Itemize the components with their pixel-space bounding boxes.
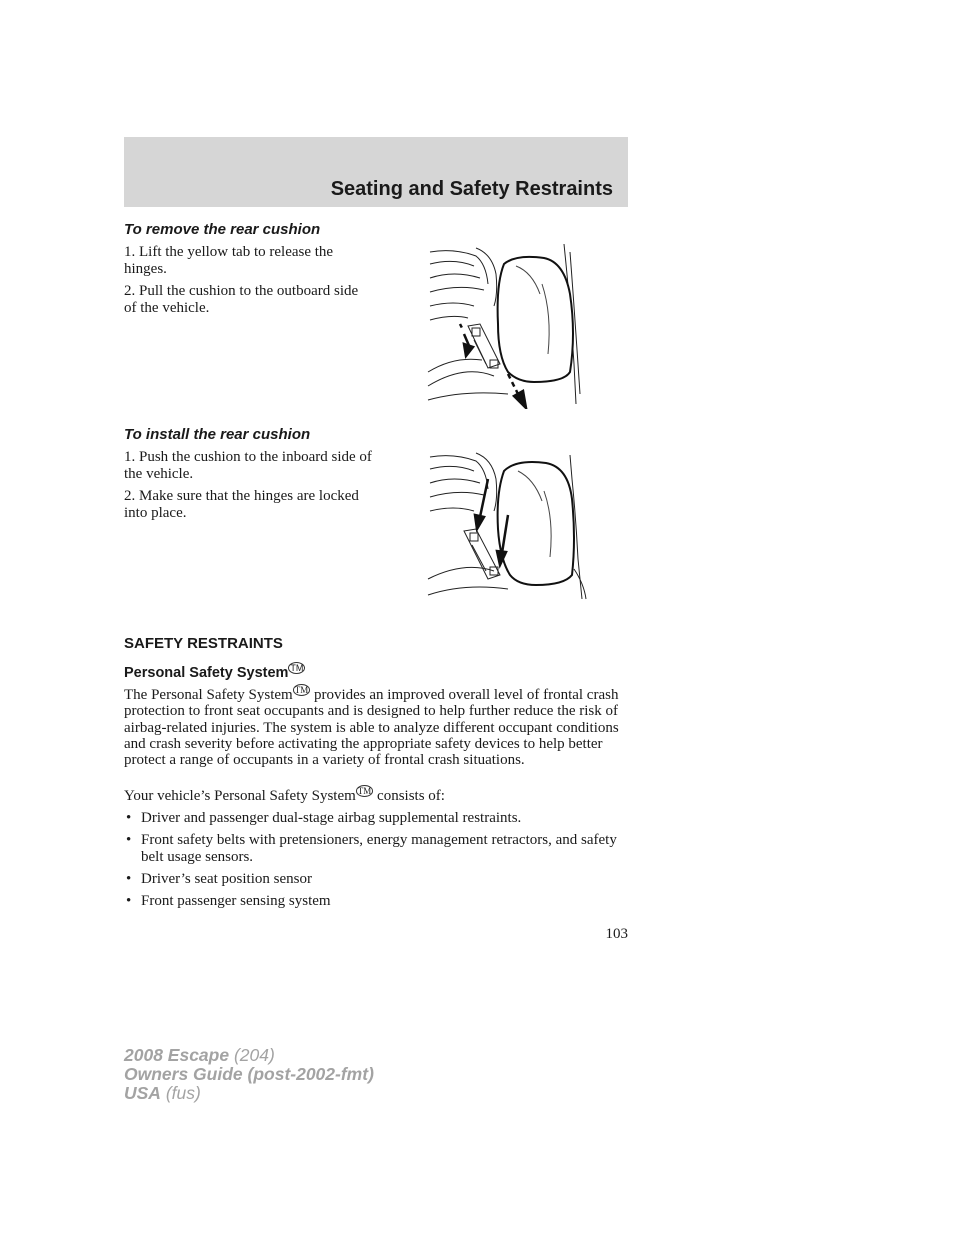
header-band [124, 137, 628, 207]
remove-step-1: 1. Lift the yellow tab to release the hinges. [124, 244, 334, 277]
personal-safety-system-heading [124, 664, 305, 681]
trademark-mark: TM [357, 786, 372, 796]
footer-guide: Owners Guide (post-2002-fmt) [124, 1064, 374, 1084]
bullet-icon: • [126, 810, 132, 826]
install-step-1: 1. Push the cushion to the inboard side of the vehicle. [124, 449, 372, 482]
chapter-title: Seating and Safety Restraints [330, 178, 613, 200]
install-cushion-illustration [424, 449, 588, 607]
footer-line-1 [124, 1046, 374, 1065]
install-cushion-heading: To install the rear cushion [124, 426, 311, 443]
personal-safety-system-label: Personal Safety System [124, 664, 289, 681]
footer-model-code: (204) [229, 1045, 275, 1065]
bullet-icon: • [126, 893, 132, 910]
install-step-2: 2. Make sure that the hinges are locked into place. [124, 488, 359, 521]
remove-step-2: 2. Pull the cushion to the outboard side of the vehicle. [124, 283, 359, 316]
footer-market: USA [124, 1083, 161, 1103]
remove-cushion-heading: To remove the rear cushion [124, 221, 321, 238]
trademark-mark: TM [294, 685, 309, 695]
list-item-text: Driver’s seat position sensor [141, 870, 312, 887]
footer-model: 2008 Escape [124, 1045, 230, 1065]
document-footer [124, 1046, 374, 1103]
list-item-text: Driver and passenger dual-stage airbag supplemental restraints. [141, 810, 522, 826]
bullet-icon: • [126, 832, 132, 849]
pss-consists-lead: Your vehicle’s Personal Safety System [124, 788, 356, 804]
footer-line-3 [124, 1084, 374, 1103]
remove-cushion-illustration [424, 244, 588, 409]
page-number: 103 [605, 926, 628, 942]
list-item [124, 832, 630, 865]
pss-consists-paragraph [124, 787, 630, 804]
pss-intro-lead: The Personal Safety System [124, 687, 293, 703]
bullet-icon: • [126, 870, 132, 887]
trademark-mark: TM [290, 663, 304, 673]
footer-market-code: (fus) [160, 1083, 201, 1103]
list-item-text: Front safety belts with pretensioners, energy management retractors, and safety belt usage sensors. [141, 832, 617, 865]
pss-intro-paragraph [124, 686, 630, 768]
list-item [124, 810, 630, 826]
list-item [124, 871, 630, 887]
pss-components-list [124, 810, 630, 915]
list-item [124, 893, 630, 909]
list-item-text: Front passenger sensing system [141, 893, 331, 910]
remove-steps-list [124, 244, 374, 322]
safety-restraints-heading: SAFETY RESTRAINTS [124, 635, 283, 652]
pss-intro-rest: provides an improved overall level of frontal crash protection to front seat occupants and is designed to help further reduce the risk of airbag-related injuries. The system is able to analyze different occupant conditions and crash severity before activating the appropriate safety devices to help better protect a range of occupants in a variety of frontal crash situations. [124, 687, 619, 769]
install-steps-list [124, 449, 374, 527]
pss-consists-rest: consists of: [373, 788, 445, 804]
